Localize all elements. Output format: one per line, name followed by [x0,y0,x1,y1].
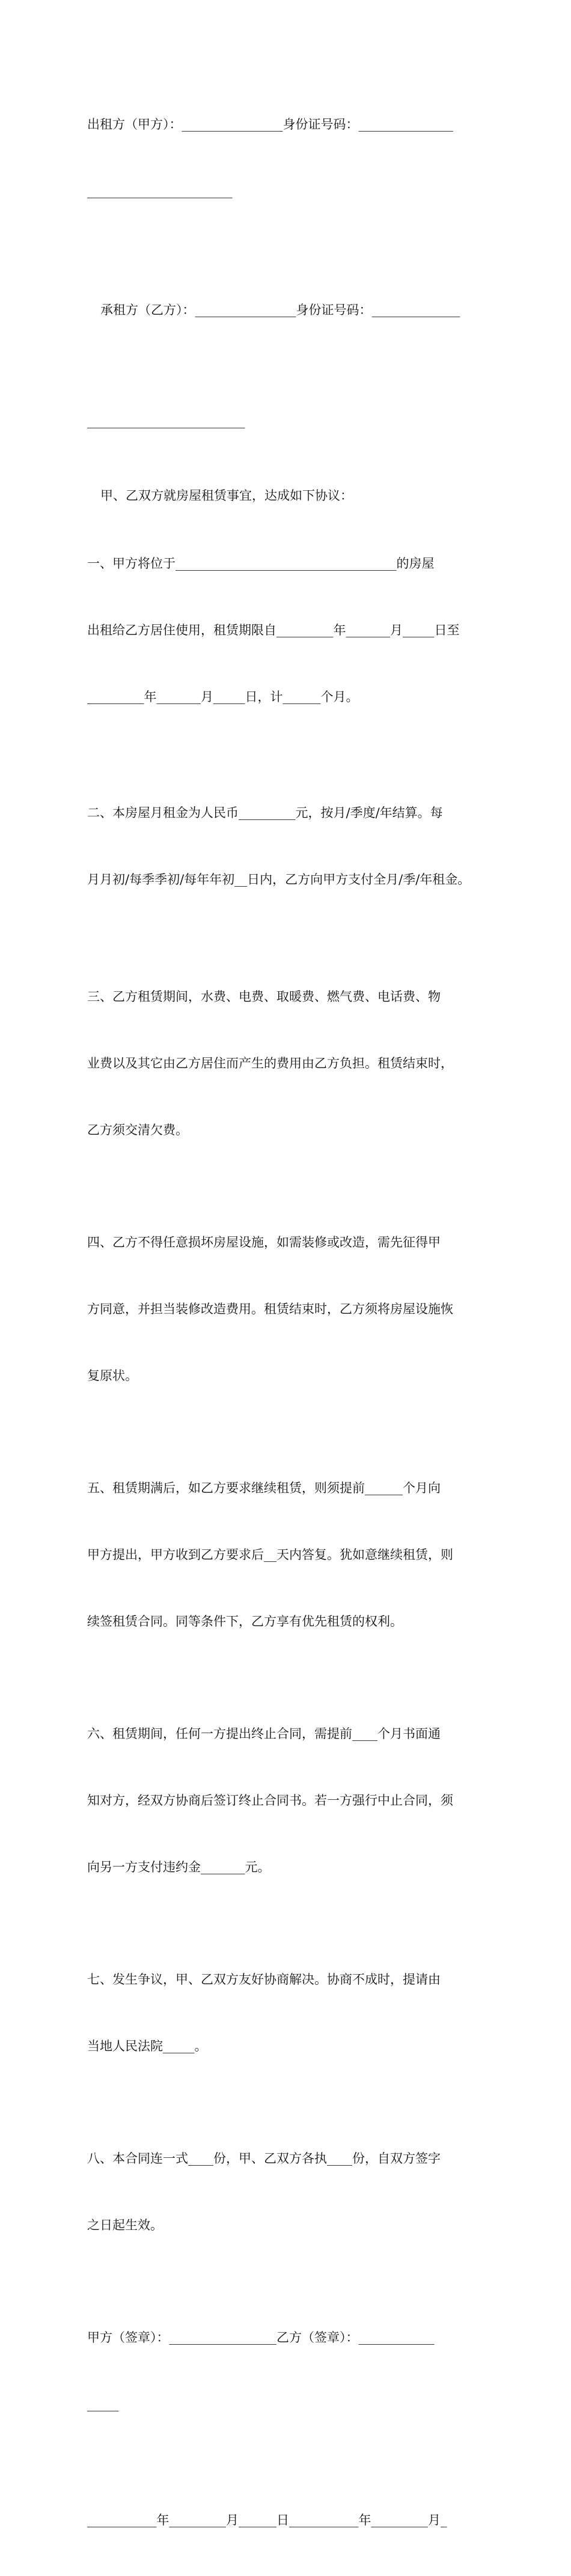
lease-contract-document [87,69,487,2576]
clause-7 [87,1924,487,2102]
clause-4-line-3: 复原状。 [87,1368,138,1383]
clause-7-line-1: 七、发生争议，甲、乙双方友好协商解决。协商不成时，提请由 [87,1972,441,1987]
clause-8-line-1: 八、本合同连一式____份，甲、乙双方各执____份，自双方签字 [87,2151,441,2166]
clause-3 [87,941,487,1186]
clause-1-line-2: 出租给乙方居住使用，租赁期限自_________年_______月_____日至 [87,623,460,637]
clause-5-line-1: 五、租赁期满后，如乙方要求继续租赁，则须提前______个月向 [87,1481,441,1495]
clause-6 [87,1678,487,1923]
clause-8-line-2: 之日起生效。 [87,2218,163,2232]
clause-3-line-3: 乙方须交清欠费。 [87,1123,188,1137]
clause-5 [87,1433,487,1677]
clause-4-line-2: 方同意，并担当装修改造费用。租赁结束时，乙方须将房屋设施恢 [87,1302,453,1316]
lessor-line-2: _______________________ [87,184,233,198]
clause-4-line-1: 四、乙方不得任意损坏房屋设施，如需装修或改造，需先征得甲 [87,1235,441,1250]
clause-5-line-3: 续签租赁合同。同等条件下，乙方享有优先租赁的权利。 [87,1614,403,1629]
clause-5-line-2: 甲方提出，甲方收到乙方要求后__天内答复。犹如意继续租赁，则 [87,1548,453,1562]
clause-8 [87,2103,487,2281]
signature-line-1: 甲方（签章）：_________________乙方（签章）：____________ [87,2330,435,2345]
lessor-info [87,69,487,247]
clause-2-line-2: 月月初/每季季初/每年年初__日内，乙方向甲方支付全月/季/年租金。 [87,872,471,887]
lessee-info [87,255,487,366]
lessee-line-1: 承租方（乙方）：________________身份证号码：______________ [100,303,460,317]
signature-line-2: _____ [87,2397,119,2411]
lessor-line-1: 出租方（甲方）：________________身份证号码：_______________ [87,117,453,132]
clause-4 [87,1187,487,1432]
clause-1-line-1: 一、甲方将位于___________________________________的房屋 [87,556,435,571]
agreement-intro: 甲、乙双方就房屋租赁事宜，达成如下协议： [100,488,353,503]
clause-3-line-2: 业费以及其它由乙方居住而产生的费用由乙方负担。租赁结束时， [87,1056,453,1071]
clause-3-line-1: 三、乙方租赁期间，水费、电费、取暖费、燃气费、电话费、物 [87,989,441,1004]
clause-2-line-1: 二、本房屋月租金为人民币_________元，按月/季度/年结算。每 [87,806,443,820]
clause-6-line-2: 知对方，经双方协商后签订终止合同书。若一方强行中止合同，须 [87,1793,453,1808]
clause-1-line-3: _________年_______月_____日，计______个月。 [87,690,359,704]
clause-2 [87,758,487,935]
clause-6-line-3: 向另一方支付违约金_______元。 [87,1860,270,1874]
lessee-info-cont [87,366,487,477]
lessee-line-2: _________________________ [87,414,245,428]
clause-1 [87,508,487,753]
clause-7-line-2: 当地人民法院_____。 [87,2039,207,2053]
date-line: ___________年_________月______日___________年_________月_ [87,2513,447,2527]
signature-block [87,2282,487,2460]
clause-6-line-1: 六、租赁期间，任何一方提出终止合同，需提前____个月书面通 [87,1727,441,1741]
date-block [87,2465,487,2576]
